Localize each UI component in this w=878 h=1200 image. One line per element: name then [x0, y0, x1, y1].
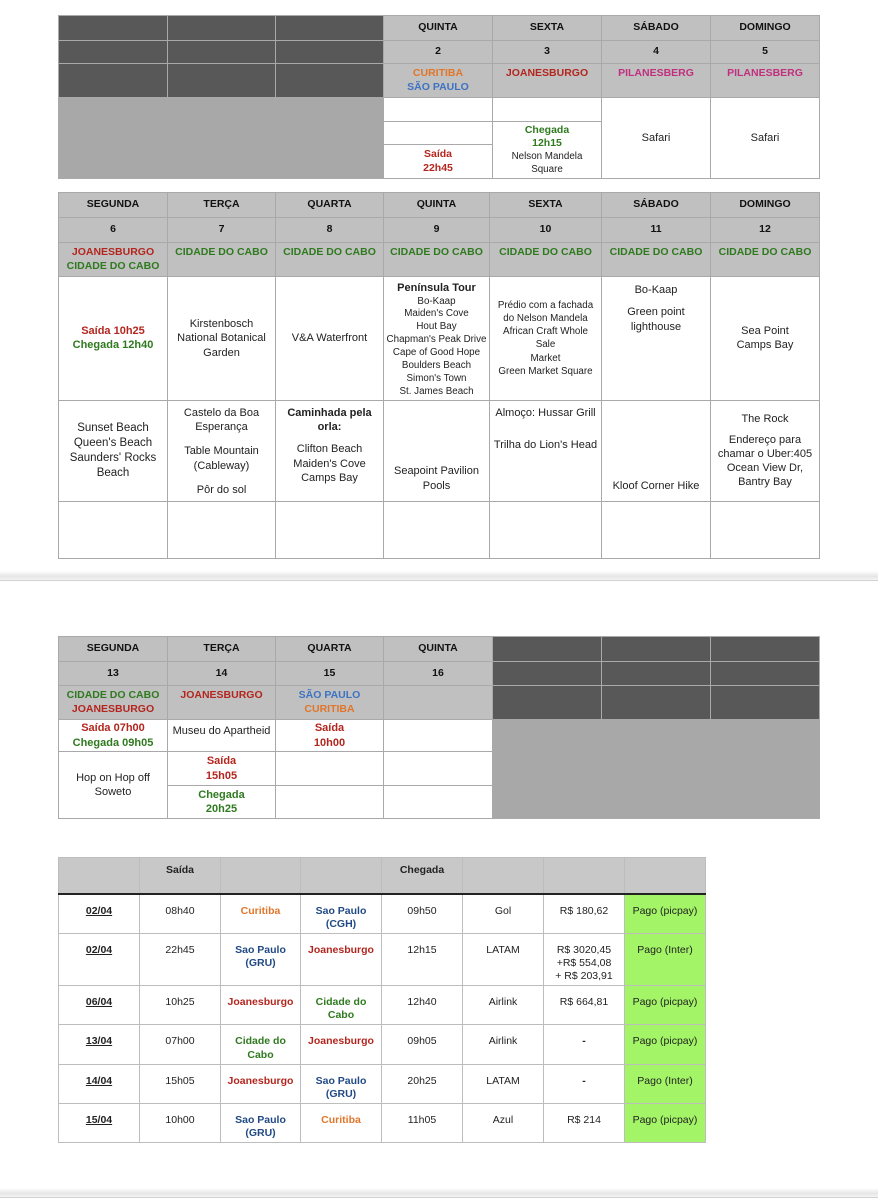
- flight-date-text: 14/04: [85, 1074, 113, 1087]
- city-cell: [276, 686, 384, 720]
- activity-text: Camps Bay: [736, 339, 794, 352]
- to-cell: [301, 894, 382, 934]
- departure-label: Saída: [314, 722, 345, 735]
- week3-table: [58, 636, 820, 819]
- tour-stop: Maiden's Cove: [404, 308, 469, 320]
- day-header: QUINTA: [384, 637, 493, 662]
- arrival-time-cell: 20h25: [382, 1064, 463, 1103]
- activity-cell: [384, 400, 490, 501]
- flights-header-cell: [625, 858, 706, 894]
- activity-text: Ocean View Dr,: [726, 461, 804, 474]
- tour-stop: Hout Bay: [416, 321, 457, 333]
- price-cell: [544, 1103, 625, 1142]
- tour-stop: Boulders Beach: [401, 360, 472, 372]
- w1-empty: [276, 41, 384, 64]
- day-header: QUARTA: [276, 193, 384, 218]
- w3-empty: [711, 662, 820, 686]
- airline-cell: Airlink: [463, 1025, 544, 1064]
- departure-time: 22h45: [423, 161, 453, 174]
- city-cell: CIDADE DO CABO: [490, 243, 602, 277]
- w1-empty: [276, 16, 384, 41]
- city-cell: JOANESBURGO: [168, 686, 276, 720]
- price-line: -: [582, 1035, 586, 1048]
- activity-cell: Safari: [711, 98, 820, 179]
- from-city: Joanesburgo: [227, 1074, 294, 1087]
- departure-time-cell: 08h40: [140, 894, 221, 934]
- arrival-time: Chegada 12h40: [72, 339, 154, 352]
- activity-text: Prédio com a fachada: [497, 300, 594, 312]
- activity-text: Camps Bay: [301, 472, 358, 485]
- flight-date: [59, 986, 140, 1025]
- activity-cell: Museu do Apartheid: [168, 720, 276, 752]
- airline-cell: Azul: [463, 1103, 544, 1142]
- table-row: [59, 933, 706, 985]
- city-label: CURITIBA: [304, 702, 355, 715]
- from-cell: [221, 1064, 301, 1103]
- day-number: 11: [602, 218, 711, 243]
- day-header: SEXTA: [490, 193, 602, 218]
- activity-cell: [59, 400, 168, 501]
- activity-cell: [384, 145, 493, 179]
- activity-text: Saunders' Rocks: [69, 451, 157, 464]
- activity-text: Seapoint Pavilion: [393, 465, 479, 478]
- activity-text: Bo-Kaap: [634, 284, 678, 296]
- arrival-label: Chegada: [524, 123, 570, 136]
- table-row: [59, 894, 706, 934]
- departure-time-cell: 22h45: [140, 933, 221, 985]
- w1-empty: [276, 98, 384, 122]
- w3-empty: [711, 786, 820, 819]
- activity-cell: [59, 277, 168, 401]
- w1-empty: [59, 64, 168, 98]
- city-cell: CIDADE DO CABO: [711, 243, 820, 277]
- w1-empty: [276, 64, 384, 98]
- day-number: 8: [276, 218, 384, 243]
- day-header: QUINTA: [384, 16, 493, 41]
- w1-empty: [276, 122, 384, 145]
- activity-text: Castelo da Boa: [183, 406, 260, 419]
- activity-cell: V&A Waterfront: [276, 277, 384, 401]
- activity-text: Pools: [422, 479, 451, 492]
- activity-text: Clifton Beach: [296, 443, 363, 456]
- to-city: Sao Paulo: [315, 904, 367, 917]
- flight-date: [59, 1025, 140, 1064]
- departure-time: Saída 07h00: [81, 722, 145, 735]
- flights-header-cell: [59, 858, 140, 894]
- activity-cell: [59, 501, 168, 558]
- w3-empty: [602, 686, 711, 720]
- w3-empty: [602, 752, 711, 786]
- activity-text: Garden: [203, 346, 240, 359]
- activity-text: Maiden's Cove: [293, 457, 366, 470]
- activity-cell: [168, 277, 276, 401]
- w3-empty: [602, 786, 711, 819]
- arrival-time-cell: 12h40: [382, 986, 463, 1025]
- tour-title: Península Tour: [397, 282, 476, 294]
- w1-empty: [168, 145, 276, 179]
- activity-cell: [168, 501, 276, 558]
- from-cell: [221, 986, 301, 1025]
- price-line: R$ 3020,45: [556, 943, 612, 956]
- activity-text: Sea Point: [741, 325, 789, 338]
- payment-status-badge: Pago (Inter): [625, 1064, 706, 1103]
- price-line: +R$ 554,08: [556, 956, 612, 969]
- arrival-time: 20h25: [205, 803, 238, 815]
- activity-text: Queen's Beach: [73, 436, 153, 449]
- activity-cell: [384, 501, 490, 558]
- price-line: -: [582, 1074, 586, 1087]
- to-city: Sao Paulo: [315, 1074, 367, 1087]
- day-header: SÁBADO: [602, 16, 711, 41]
- flights-header-cell: Saída: [140, 858, 221, 894]
- activity-cell: [276, 786, 384, 819]
- city-cell: CIDADE DO CABO: [276, 243, 384, 277]
- w3-empty: [602, 637, 711, 662]
- activity-text: Trilha do Lion's Head: [493, 439, 598, 452]
- activity-text: Soweto: [94, 786, 132, 798]
- flight-date: [59, 933, 140, 985]
- w1-empty: [59, 145, 168, 179]
- arrival-time-cell: 11h05: [382, 1103, 463, 1142]
- activity-cell: [384, 98, 493, 122]
- city-label: CIDADE DO CABO: [66, 259, 160, 272]
- departure-time-cell: 10h25: [140, 986, 221, 1025]
- activity-text: (Cableway): [193, 459, 250, 472]
- w1-empty: [168, 98, 276, 122]
- table-row: [59, 1103, 706, 1142]
- departure-time: Saída 10h25: [81, 325, 145, 338]
- activity-title: orla:: [317, 421, 342, 434]
- price-cell: [544, 933, 625, 985]
- activity-cell: [490, 501, 602, 558]
- flights-body: [59, 894, 706, 1143]
- to-city: Curitiba: [321, 1113, 361, 1126]
- to-cell: [301, 1064, 382, 1103]
- airline-cell: LATAM: [463, 1064, 544, 1103]
- w3-empty: [493, 637, 602, 662]
- from-city: Sao Paulo: [235, 943, 286, 956]
- city-cell: [59, 243, 168, 277]
- w1-empty: [276, 145, 384, 179]
- activity-cell: [490, 277, 602, 401]
- place-text: Nelson Mandela: [511, 150, 583, 162]
- flight-date-text: 06/04: [85, 996, 113, 1009]
- arrival-time-cell: 09h50: [382, 894, 463, 934]
- price-line: R$ 180,62: [559, 904, 609, 917]
- activity-cell: [384, 277, 490, 401]
- day-header: TERÇA: [168, 637, 276, 662]
- flights-header-cell: Chegada: [382, 858, 463, 894]
- tour-stop: St. James Beach: [399, 385, 474, 397]
- to-city: Joanesburgo: [308, 1035, 374, 1048]
- activity-text: Pôr do sol: [196, 484, 247, 497]
- price-line: R$ 664,81: [559, 996, 609, 1009]
- w1-empty: [59, 122, 168, 145]
- to-city: Cabo: [327, 1009, 355, 1022]
- city-cell: PILANESBERG: [602, 64, 711, 98]
- flights-header-cell: [463, 858, 544, 894]
- departure-time-cell: 10h00: [140, 1103, 221, 1142]
- activity-cell: [168, 400, 276, 501]
- flight-date-text: 15/04: [85, 1113, 113, 1126]
- w1-empty: [168, 122, 276, 145]
- city-cell: PILANESBERG: [711, 64, 820, 98]
- arrival-time-cell: 12h15: [382, 933, 463, 985]
- activity-cell: [168, 752, 276, 786]
- to-cell: [301, 1103, 382, 1142]
- airline-cell: LATAM: [463, 933, 544, 985]
- payment-status-badge: Pago (picpay): [625, 986, 706, 1025]
- activity-cell: [602, 501, 711, 558]
- activity-cell: [59, 720, 168, 752]
- activity-cell: [711, 501, 820, 558]
- city-cell: [384, 686, 493, 720]
- price-line: R$ 214: [567, 1113, 601, 1126]
- w3-empty: [493, 786, 602, 819]
- to-city: (CGH): [325, 917, 357, 930]
- table-row: [59, 1025, 706, 1064]
- price-cell: [544, 986, 625, 1025]
- tour-stop: Chapman's Peak Drive: [386, 334, 487, 346]
- from-city: (GRU): [245, 956, 276, 969]
- activity-text: Sunset Beach: [77, 422, 149, 435]
- activity-cell: [276, 400, 384, 501]
- day-number: 5: [711, 41, 820, 64]
- day-number: 9: [384, 218, 490, 243]
- from-city: Joanesburgo: [227, 996, 294, 1009]
- departure-label: Saída: [423, 147, 452, 160]
- day-header: SEXTA: [493, 16, 602, 41]
- activity-text: Hop on Hop off: [76, 771, 150, 784]
- day-header: DOMINGO: [711, 193, 820, 218]
- activity-text: lighthouse: [630, 320, 682, 333]
- day-header: TERÇA: [168, 193, 276, 218]
- arrival-time: Chegada 09h05: [72, 736, 154, 749]
- w3-empty: [602, 662, 711, 686]
- activity-cell: [384, 786, 493, 819]
- w3-empty: [711, 686, 820, 720]
- activity-cell: [384, 752, 493, 786]
- city-label: CURITIBA: [412, 66, 464, 79]
- tour-stop: Simon's Town: [406, 373, 467, 385]
- w3-empty: [711, 720, 820, 752]
- w1-empty: [168, 16, 276, 41]
- activity-text: Bantry Bay: [738, 475, 792, 488]
- day-number: 6: [59, 218, 168, 243]
- to-city: Cidade do: [315, 996, 367, 1009]
- from-cell: [221, 1025, 301, 1064]
- activity-text: Market: [530, 352, 561, 364]
- day-number: 7: [168, 218, 276, 243]
- activity-text: The Rock: [741, 412, 789, 425]
- airline-cell: Airlink: [463, 986, 544, 1025]
- day-number: 13: [59, 662, 168, 686]
- day-number: 12: [711, 218, 820, 243]
- day-header: QUINTA: [384, 193, 490, 218]
- city-cell: JOANESBURGO: [493, 64, 602, 98]
- day-header: SÁBADO: [602, 193, 711, 218]
- activity-cell: [384, 720, 493, 752]
- activity-cell: [711, 400, 820, 501]
- activity-title: Caminhada pela: [287, 406, 372, 419]
- flight-date: [59, 894, 140, 934]
- activity-cell: [384, 122, 493, 145]
- day-number: 10: [490, 218, 602, 243]
- from-cell: [221, 894, 301, 934]
- activity-text: Beach: [96, 466, 130, 479]
- activity-cell: [276, 752, 384, 786]
- day-number: 16: [384, 662, 493, 686]
- from-city: (GRU): [245, 1127, 276, 1139]
- activity-text: do Nelson Mandela: [503, 313, 588, 325]
- arrival-label: Chegada: [198, 788, 245, 801]
- activity-text: Green point: [627, 306, 685, 319]
- day-header: QUARTA: [276, 637, 384, 662]
- to-cell: [301, 986, 382, 1025]
- day-number: 3: [493, 41, 602, 64]
- activity-cell: [276, 720, 384, 752]
- table-row: [59, 1064, 706, 1103]
- w3-empty: [493, 720, 602, 752]
- page-separator: [0, 571, 878, 581]
- activity-cell: [711, 277, 820, 401]
- w1-empty: [168, 41, 276, 64]
- payment-status-badge: Pago (picpay): [625, 1025, 706, 1064]
- to-city: Joanesburgo: [308, 943, 374, 956]
- city-label: SÃO PAULO: [407, 80, 469, 93]
- activity-cell: [493, 122, 602, 179]
- activity-text: Kirstenbosch: [189, 318, 254, 330]
- day-header: SEGUNDA: [59, 193, 168, 218]
- activity-cell: Safari: [602, 98, 711, 179]
- from-city: Cidade do: [235, 1035, 286, 1048]
- w3-empty: [493, 662, 602, 686]
- day-number: 2: [384, 41, 493, 64]
- day-number: 4: [602, 41, 711, 64]
- activity-text: Table Mountain: [184, 445, 259, 458]
- activity-cell: [602, 277, 711, 401]
- w3-empty: [493, 686, 602, 720]
- activity-cell: Kloof Corner Hike: [602, 400, 711, 501]
- departure-time-cell: 15h05: [140, 1064, 221, 1103]
- tour-stop: Cape of Good Hope: [392, 347, 481, 359]
- city-cell: CIDADE DO CABO: [168, 243, 276, 277]
- activity-cell: [276, 501, 384, 558]
- tour-stop: Bo-Kaap: [417, 295, 456, 307]
- to-city: (GRU): [325, 1087, 357, 1100]
- week2-table: [58, 192, 820, 559]
- to-cell: [301, 933, 382, 985]
- departure-label: Saída: [206, 755, 237, 768]
- place-text: Square: [531, 163, 563, 175]
- departure-time: 15h05: [205, 769, 238, 782]
- city-label: CIDADE DO CABO: [66, 688, 160, 701]
- activity-text: chamar o Uber:405: [717, 448, 813, 461]
- price-cell: [544, 1064, 625, 1103]
- table-row: [59, 986, 706, 1025]
- from-city: Curitiba: [240, 904, 281, 917]
- city-cell: [59, 686, 168, 720]
- activity-text: Almoço: Hussar Grill: [495, 406, 596, 419]
- w3-empty: [493, 752, 602, 786]
- city-cell: CIDADE DO CABO: [384, 243, 490, 277]
- flight-date-text: 02/04: [85, 943, 113, 956]
- to-cell: [301, 1025, 382, 1064]
- departure-time: 10h00: [313, 736, 346, 749]
- page-separator: [0, 1188, 878, 1198]
- flights-header-cell: [544, 858, 625, 894]
- activity-text: African Craft Whole Sale: [503, 326, 588, 351]
- flight-date: [59, 1064, 140, 1103]
- payment-status-badge: Pago (picpay): [625, 1103, 706, 1142]
- from-city: Cabo: [247, 1048, 274, 1061]
- price-cell: [544, 1025, 625, 1064]
- from-city: Sao Paulo: [235, 1113, 286, 1126]
- activity-cell: [490, 400, 602, 501]
- payment-status-badge: Pago (picpay): [625, 894, 706, 934]
- w1-empty: [168, 64, 276, 98]
- w3-empty: [711, 752, 820, 786]
- w3-empty: [602, 720, 711, 752]
- flights-table: [58, 857, 706, 1143]
- flight-date-text: 13/04: [85, 1035, 113, 1048]
- day-number: 15: [276, 662, 384, 686]
- city-cell: CIDADE DO CABO: [602, 243, 711, 277]
- w1-empty: [59, 16, 168, 41]
- arrival-time: 12h15: [532, 137, 562, 150]
- flights-header-cell: [221, 858, 301, 894]
- airline-cell: Gol: [463, 894, 544, 934]
- departure-time-cell: 07h00: [140, 1025, 221, 1064]
- activity-text: Esperança: [195, 421, 248, 434]
- w1-empty: [59, 98, 168, 122]
- week1-table: [58, 15, 820, 179]
- from-cell: [221, 1103, 301, 1142]
- activity-text: Endereço para: [728, 434, 802, 447]
- price-line: + R$ 203,91: [555, 970, 613, 982]
- city-label: SÃO PAULO: [298, 688, 361, 701]
- day-header: DOMINGO: [711, 16, 820, 41]
- price-cell: [544, 894, 625, 934]
- payment-status-badge: Pago (Inter): [625, 933, 706, 985]
- flights-header-cell: [301, 858, 382, 894]
- city-label: JOANESBURGO: [71, 245, 155, 258]
- flight-date-text: 02/04: [85, 904, 113, 917]
- w3-empty: [711, 637, 820, 662]
- city-label: JOANESBURGO: [71, 702, 155, 715]
- activity-cell: [59, 752, 168, 819]
- activity-cell: [493, 98, 602, 122]
- activity-cell: [168, 786, 276, 819]
- city-cell: [384, 64, 493, 98]
- flight-date: [59, 1103, 140, 1142]
- activity-text: National Botanical: [177, 332, 266, 345]
- day-header: SEGUNDA: [59, 637, 168, 662]
- w1-empty: [59, 41, 168, 64]
- activity-text: Green Market Square: [498, 365, 593, 377]
- from-cell: [221, 933, 301, 985]
- day-number: 14: [168, 662, 276, 686]
- arrival-time-cell: 09h05: [382, 1025, 463, 1064]
